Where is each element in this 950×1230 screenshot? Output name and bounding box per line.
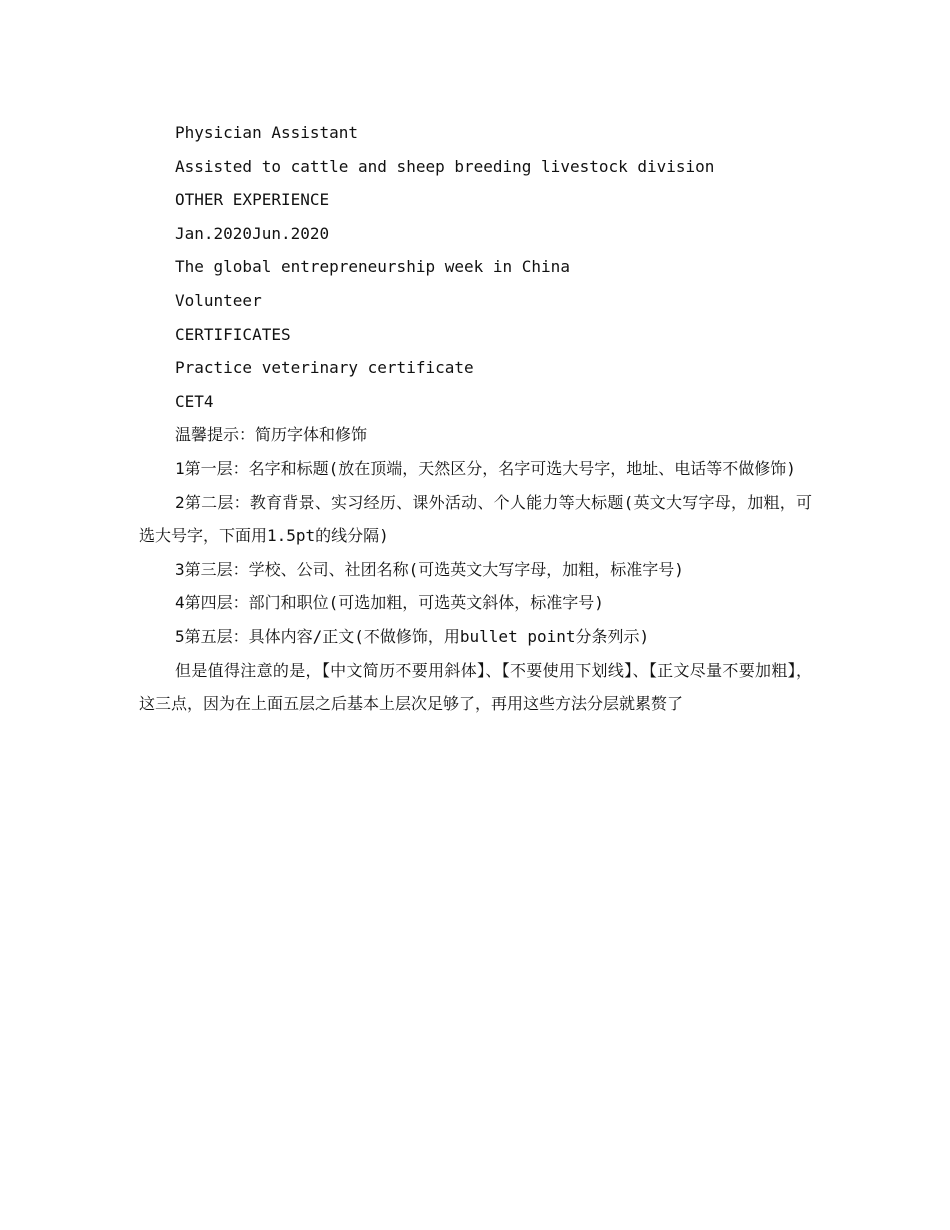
text-line-date-range: Jan.2020Jun.2020 bbox=[175, 223, 330, 243]
document-body bbox=[139, 116, 812, 721]
text-line-certificate-cet4: CET4 bbox=[175, 391, 214, 411]
section-heading-certificates: CERTIFICATES bbox=[175, 324, 291, 344]
text-line-job-title: Physician Assistant bbox=[175, 123, 359, 142]
tips-paragraph-note: 但是值得注意的是，【中文简历不要用斜体】、【不要使用下划线】、【正文尽量不要加粗】，这三点，因为在上面五层之后基本上层次足够了，再用这些方法分层就累赘了 bbox=[139, 660, 812, 714]
text-line-job-description: Assisted to cattle and sheep breeding livestock division bbox=[175, 156, 715, 176]
section-heading-other-experience: OTHER EXPERIENCE bbox=[175, 190, 330, 210]
text-line-certificate-veterinary: Practice veterinary certificate bbox=[175, 358, 474, 378]
tips-heading: 温馨提示：简历字体和修饰 bbox=[175, 425, 368, 445]
text-line-event-name: The global entrepreneurship week in China bbox=[175, 257, 570, 277]
text-line-role: Volunteer bbox=[175, 290, 262, 310]
tips-paragraph-level-4: 4第四层：部门和职位(可选加粗，可选英文斜体，标准字号) bbox=[175, 593, 604, 613]
tips-paragraph-level-1: 1第一层：名字和标题(放在顶端，天然区分，名字可选大号字，地址、电话等不做修饰) bbox=[175, 458, 796, 478]
tips-paragraph-level-2: 2第二层：教育背景、实习经历、课外活动、个人能力等大标题(英文大写字母，加粗，可选大号字，下面用1.5pt的线分隔) bbox=[139, 492, 812, 546]
tips-paragraph-level-5: 5第五层：具体内容/正文(不做修饰，用bullet point分条列示) bbox=[175, 626, 650, 646]
tips-paragraph-level-3: 3第三层：学校、公司、社团名称(可选英文大写字母，加粗，标准字号) bbox=[175, 559, 684, 579]
